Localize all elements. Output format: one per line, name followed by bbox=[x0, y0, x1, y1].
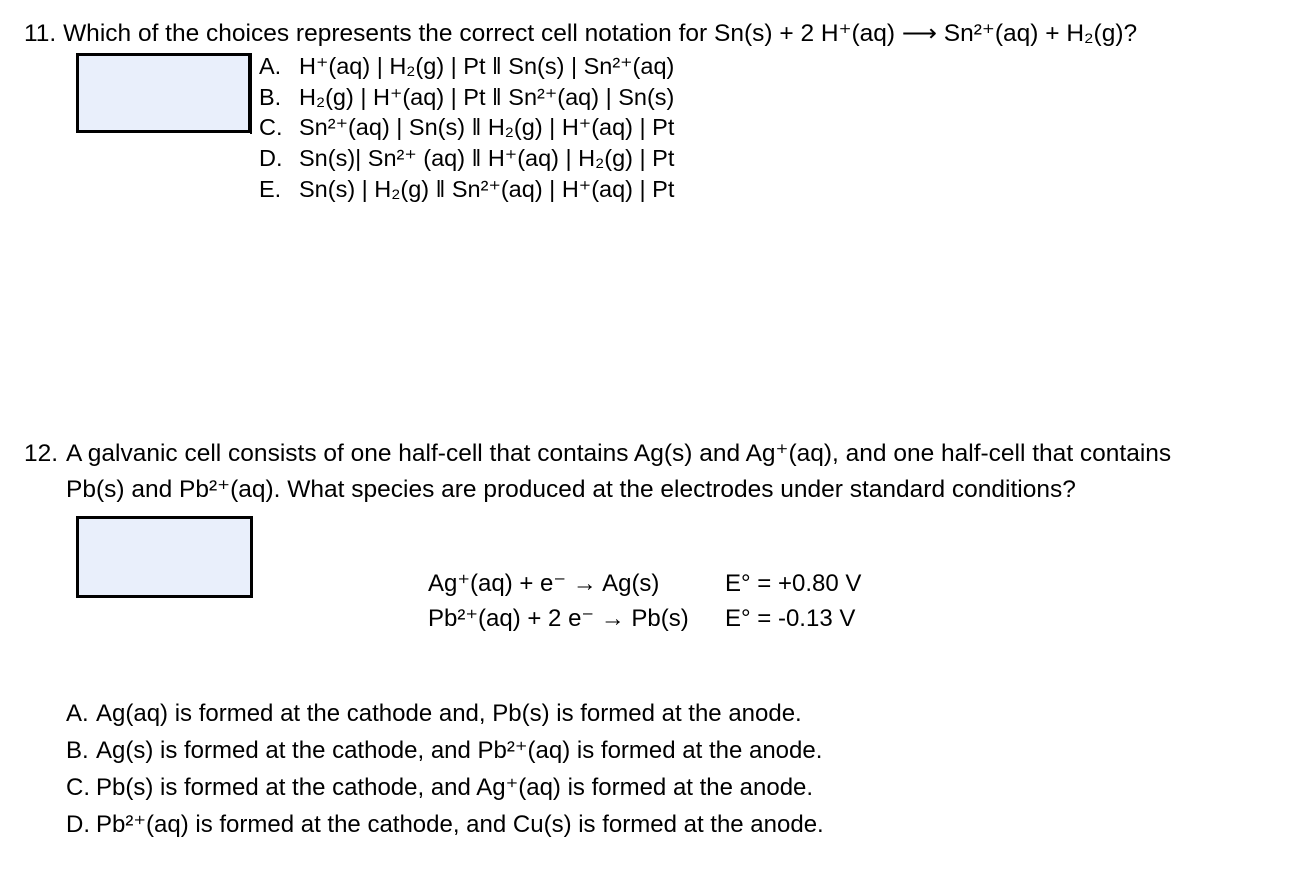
q11-question bbox=[24, 19, 1137, 49]
q12-question-line1 bbox=[24, 439, 1171, 469]
q11-choice-text: H₂(g) | H⁺(aq) | Pt ‖ Sn²⁺(aq) | Sn(s) bbox=[299, 84, 675, 110]
q11-prompt: Which of the choices represents the correct cell notation for Sn(s) + 2 H⁺(aq) ⟶ Sn²⁺(aq) + H₂(g)? bbox=[63, 20, 1138, 47]
q12-answer-box[interactable] bbox=[76, 516, 253, 598]
q12-choice-c[interactable] bbox=[66, 773, 813, 803]
half-reaction-potential: E° = +0.80 V bbox=[725, 570, 862, 597]
q12-number: 12. bbox=[24, 440, 59, 467]
half-reaction-equation: Ag⁺(aq) + e⁻ → Ag(s) bbox=[428, 570, 660, 597]
q12-choice-a[interactable] bbox=[66, 699, 802, 729]
q12-choice-letter: C. bbox=[66, 774, 90, 801]
q11-choice-c[interactable] bbox=[259, 112, 674, 142]
q12-choice-text: Ag(aq) is formed at the cathode and, Pb(s) is formed at the anode. bbox=[96, 700, 802, 727]
half-reaction-potential: E° = -0.13 V bbox=[725, 605, 856, 632]
q12-prompt-line2: Pb(s) and Pb²⁺(aq). What species are produced at the electrodes under standard conditions? bbox=[66, 476, 1076, 503]
q12-question-line2 bbox=[66, 475, 1076, 505]
q12-choice-letter: D. bbox=[66, 811, 90, 838]
q12-choice-b[interactable] bbox=[66, 736, 822, 766]
q12-choice-d[interactable] bbox=[66, 810, 824, 840]
q11-choice-text: H⁺(aq) | H₂(g) | Pt ‖ Sn(s) | Sn²⁺(aq) bbox=[299, 53, 675, 79]
q12-choice-text: Pb(s) is formed at the cathode, and Ag⁺(aq) is formed at the anode. bbox=[96, 774, 814, 801]
q11-choice-letter: A. bbox=[259, 53, 282, 79]
q11-choice-letter: D. bbox=[259, 145, 283, 171]
q11-choice-text: Sn(s)| Sn²⁺ (aq) ‖ H⁺(aq) | H₂(g) | Pt bbox=[299, 145, 675, 171]
q11-choice-a[interactable] bbox=[259, 51, 674, 81]
q11-choices-divider bbox=[250, 53, 252, 134]
q11-choice-letter: B. bbox=[259, 84, 282, 110]
q11-answer-box[interactable] bbox=[76, 53, 251, 133]
half-reaction-pb bbox=[428, 604, 855, 634]
q11-choice-text: Sn²⁺(aq) | Sn(s) ‖ H₂(g) | H⁺(aq) | Pt bbox=[299, 114, 675, 140]
q12-choice-text: Ag(s) is formed at the cathode, and Pb²⁺(aq) is formed at the anode. bbox=[96, 737, 823, 764]
q12-choice-text: Pb²⁺(aq) is formed at the cathode, and Cu(s) is formed at the anode. bbox=[96, 811, 824, 838]
q11-number: 11. bbox=[24, 20, 57, 47]
q11-choice-letter: C. bbox=[259, 114, 283, 140]
q11-choice-text: Sn(s) | H₂(g) ‖ Sn²⁺(aq) | H⁺(aq) | Pt bbox=[299, 176, 675, 202]
half-reaction-equation: Pb²⁺(aq) + 2 e⁻ → Pb(s) bbox=[428, 605, 689, 632]
q11-choice-letter: E. bbox=[259, 176, 282, 202]
q11-choice-b[interactable] bbox=[259, 82, 674, 112]
q12-prompt-line1: A galvanic cell consists of one half-cell that contains Ag(s) and Ag⁺(aq), and one half-cell that contains bbox=[66, 440, 1172, 467]
half-reaction-ag bbox=[428, 569, 861, 599]
q12-choice-letter: B. bbox=[66, 737, 89, 764]
q12-choice-letter: A. bbox=[66, 700, 89, 727]
q11-choice-e[interactable] bbox=[259, 174, 674, 204]
q11-choice-d[interactable] bbox=[259, 143, 674, 173]
